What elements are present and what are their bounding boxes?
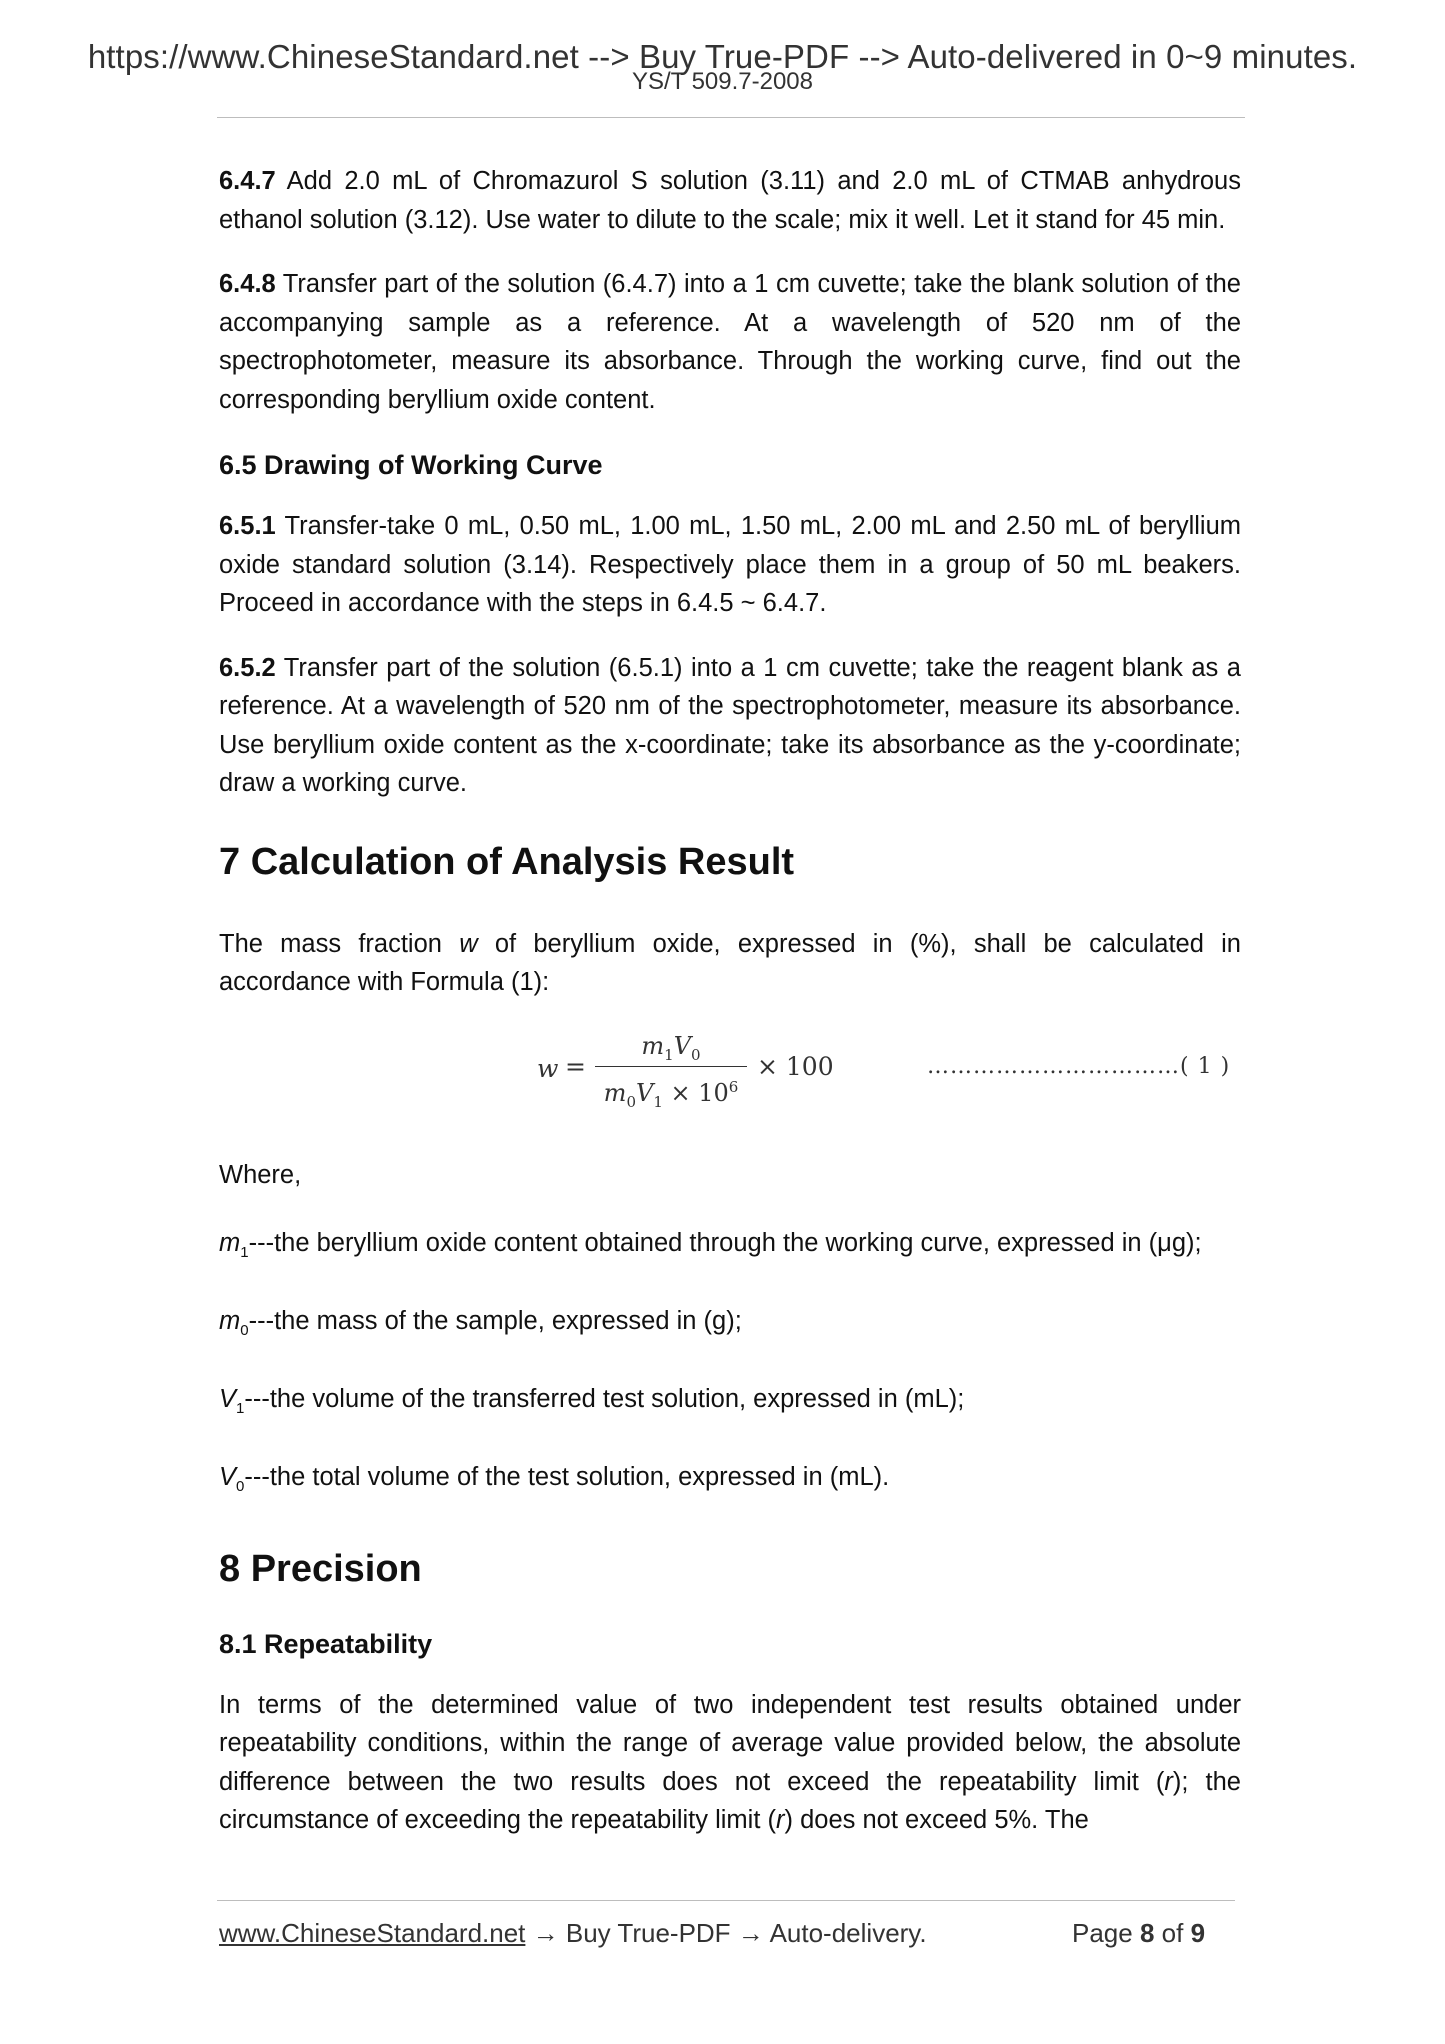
var-m: m bbox=[641, 1031, 665, 1060]
clause-text: Add 2.0 mL of Chromazurol S solution (3.11) and 2.0 mL of CTMAB anhydrous ethanol solution (3.12). Use water to dilute to the scale; mix it well. Let it stand for 45 min. bbox=[219, 167, 1241, 234]
exponent: 6 bbox=[728, 1078, 739, 1096]
variable-r: r bbox=[776, 1806, 785, 1835]
formula-times-100: × 100 bbox=[757, 1051, 834, 1081]
definition-v0 bbox=[219, 1458, 1241, 1506]
def-text: ---the mass of the sample, expressed in (g); bbox=[248, 1306, 742, 1335]
formula-label: ……………………………( 1 ) bbox=[927, 1053, 1231, 1079]
var-v: V bbox=[635, 1079, 654, 1107]
formula-equals: = bbox=[565, 1051, 586, 1081]
footer-divider bbox=[217, 1900, 1235, 1901]
definition-m0 bbox=[219, 1302, 1241, 1350]
def-var: m bbox=[219, 1228, 241, 1257]
definition-m1 bbox=[219, 1224, 1241, 1272]
clause-number: 6.5.2 bbox=[219, 653, 276, 682]
var-m: m bbox=[603, 1079, 627, 1107]
standard-code: YS/T 509.7-2008 bbox=[631, 68, 814, 95]
para-text: ) does not exceed 5%. The bbox=[784, 1806, 1089, 1835]
para-text: In terms of the determined value of two independent test results obtained under repeatability conditions, within the range of average value provided below, the absolute difference between the two results does not exceed the repeatability limit ( bbox=[219, 1690, 1241, 1796]
def-var: m bbox=[219, 1306, 241, 1335]
sub: 0 bbox=[691, 1045, 701, 1064]
footer-promo bbox=[219, 1918, 927, 1949]
variable-r: r bbox=[1164, 1767, 1173, 1796]
clause-6-5-1 bbox=[219, 507, 1241, 623]
sub: 0 bbox=[626, 1092, 636, 1111]
where-label: Where, bbox=[219, 1160, 302, 1189]
current-page: 8 bbox=[1139, 1918, 1155, 1948]
def-text: ---the beryllium oxide content obtained through the working curve, expressed in (μg); bbox=[248, 1228, 1202, 1257]
header-banner[interactable]: https://www.ChineseStandard.net --> Buy True-PDF --> Auto-delivered in 0~9 minutes. bbox=[87, 38, 1358, 75]
def-sub: 0 bbox=[236, 1477, 245, 1495]
formula-lhs: w bbox=[537, 1053, 559, 1083]
def-text: ---the volume of the transferred test solution, expressed in (mL); bbox=[244, 1384, 965, 1413]
clause-6-4-7 bbox=[219, 162, 1241, 239]
def-var: V bbox=[219, 1462, 237, 1491]
footer-link[interactable]: www.ChineseStandard.net bbox=[219, 1918, 526, 1948]
heading-8-1: 8.1 Repeatability bbox=[219, 1628, 433, 1659]
definition-v1 bbox=[219, 1380, 1241, 1428]
page-word: Page bbox=[1072, 1918, 1140, 1948]
clause-number: 6.4.7 bbox=[219, 167, 276, 195]
formula-fraction bbox=[595, 1028, 747, 1111]
def-sub: 1 bbox=[240, 1243, 249, 1261]
fraction-bar bbox=[595, 1066, 747, 1068]
para-text: ); the circumstance of exceeding the repeatability limit ( bbox=[219, 1767, 1241, 1835]
formula-denominator bbox=[595, 1069, 747, 1111]
clause-6-5-2 bbox=[219, 649, 1241, 803]
total-pages: 9 bbox=[1190, 1918, 1206, 1948]
def-text: ---the total volume of the test solution, expressed in (mL). bbox=[244, 1462, 890, 1491]
clause-number: 6.4.8 bbox=[219, 270, 276, 298]
heading-8: 8 Precision bbox=[219, 1547, 422, 1590]
intro-text: of beryllium oxide, expressed in (%), shall be calculated in accordance with Formula (1): bbox=[219, 929, 1241, 996]
intro-text: The mass fraction bbox=[219, 929, 460, 958]
main-content bbox=[219, 162, 1241, 1866]
clause-6-4-8 bbox=[219, 265, 1241, 419]
sub: 1 bbox=[653, 1092, 663, 1111]
page-number bbox=[1072, 1918, 1205, 1949]
footer-text: → Buy True-PDF → Auto-delivery. bbox=[525, 1918, 927, 1948]
sub: 1 bbox=[664, 1045, 674, 1064]
formula-intro bbox=[219, 925, 1241, 1002]
clause-text: Transfer part of the solution (6.4.7) into a 1 cm cuvette; take the blank solution of the accompanying sample as a reference. At a wavelength of 520 nm of the spectrophotometer, measure its absorbance. Through the working curve, find out the corresponding beryllium oxide content. bbox=[219, 270, 1241, 414]
formula-numerator bbox=[595, 1028, 747, 1064]
clause-8-1 bbox=[219, 1686, 1241, 1840]
times-ten: × 10 bbox=[662, 1079, 729, 1107]
clause-text: Transfer-take 0 mL, 0.50 mL, 1.00 mL, 1.50 mL, 2.00 mL and 2.50 mL of beryllium oxide standard solution (3.14). Respectively place them in a group of 50 mL beakers. Proceed in accordance with the steps in 6.4.5 ~ 6.4.7. bbox=[219, 512, 1241, 617]
def-sub: 1 bbox=[236, 1399, 245, 1417]
of-word: of bbox=[1154, 1918, 1191, 1948]
heading-6-5: 6.5 Drawing of Working Curve bbox=[219, 450, 603, 480]
def-var: V bbox=[219, 1384, 237, 1413]
var-v: V bbox=[673, 1031, 692, 1060]
clause-number: 6.5.1 bbox=[219, 512, 276, 540]
formula-1 bbox=[219, 1028, 1241, 1114]
heading-7: 7 Calculation of Analysis Result bbox=[219, 840, 795, 883]
def-sub: 0 bbox=[240, 1321, 249, 1339]
variable-w: w bbox=[459, 929, 478, 958]
header-divider bbox=[217, 117, 1245, 118]
clause-text: Transfer part of the solution (6.5.1) into a 1 cm cuvette; take the reagent blank as a reference. At a wavelength of 520 nm of the spectrophotometer, measure its absorbance. Use beryllium oxide content as the x-coordinate; take its absorbance as the y-coordinate; draw a working curve. bbox=[219, 653, 1241, 797]
